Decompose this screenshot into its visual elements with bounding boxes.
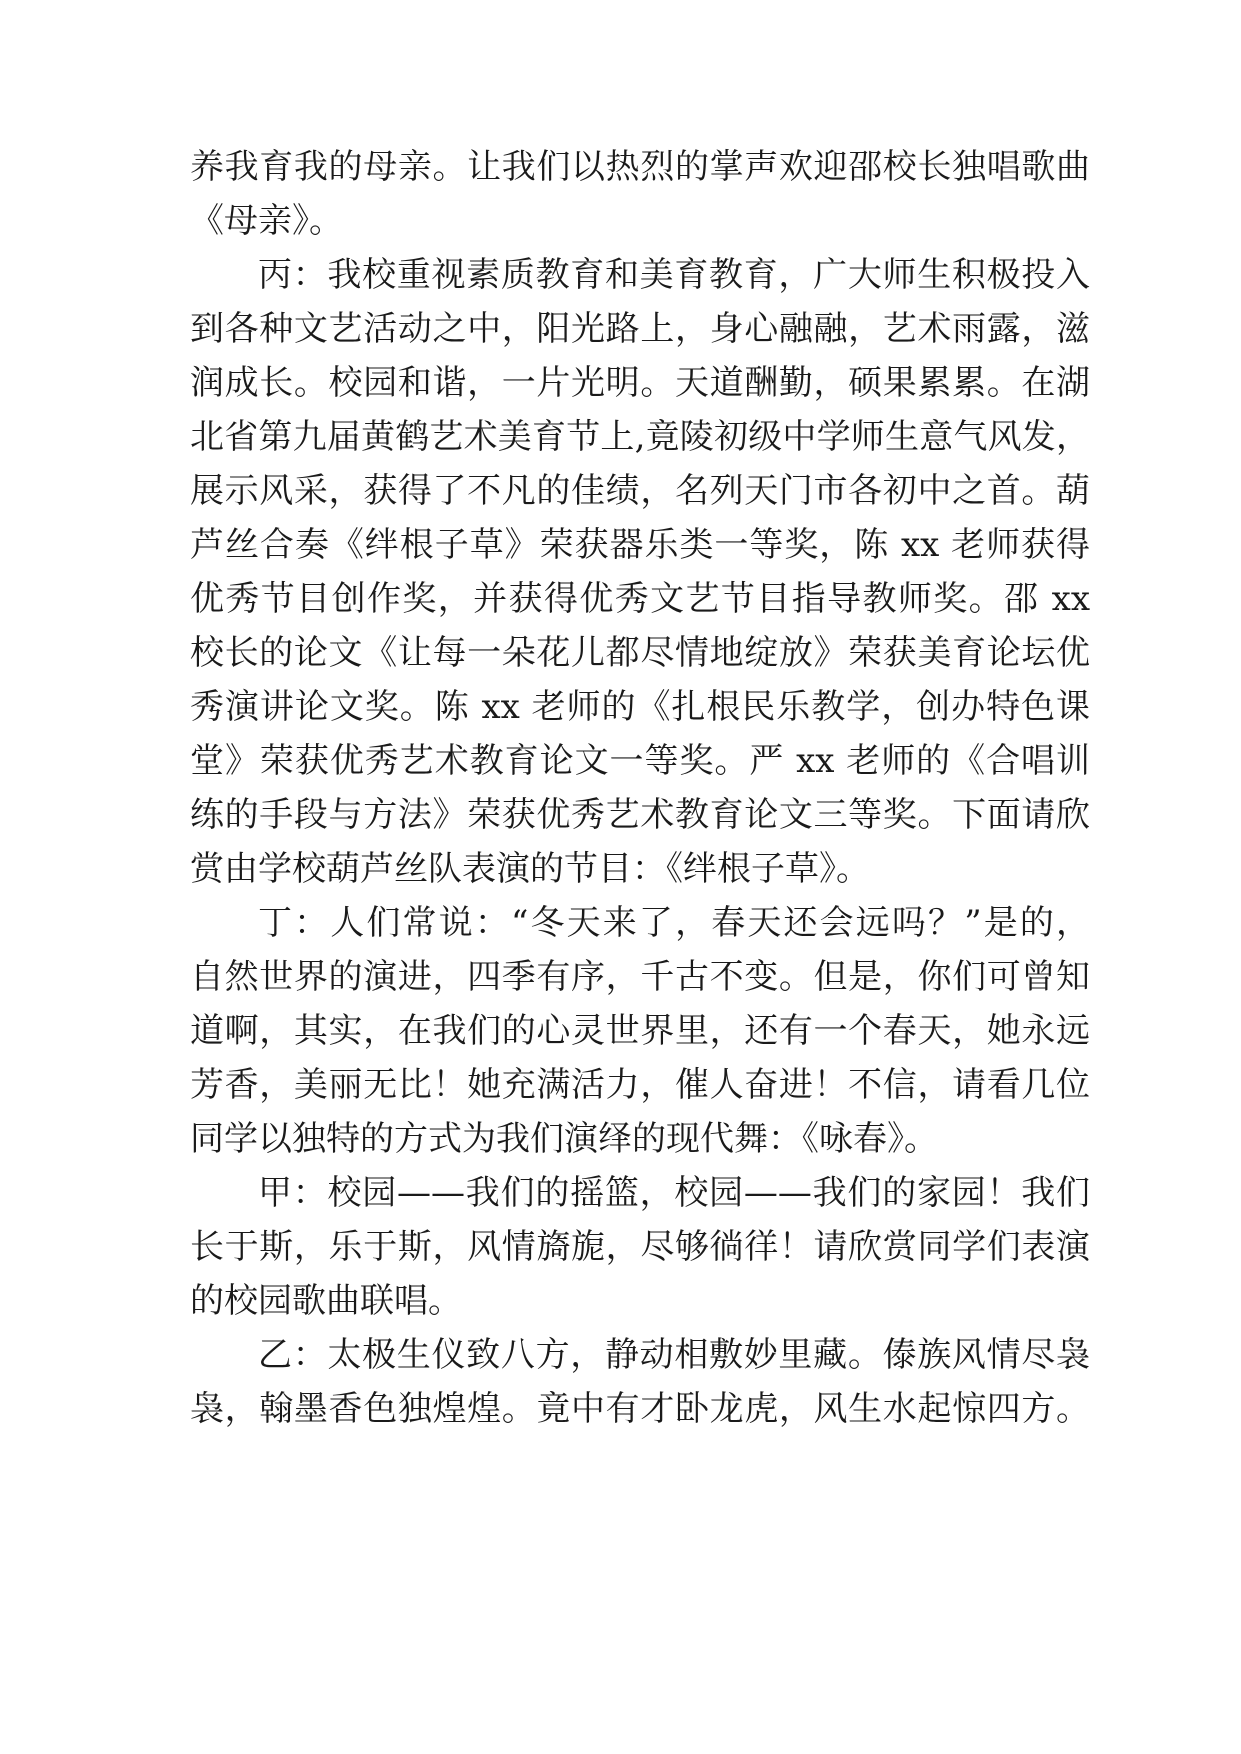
body-text-line: 丙：我校重视素质教育和美育教育，广大师生积极投入 — [258, 255, 1090, 295]
body-text-line: 练的手段与方法》荣获优秀艺术教育论文三等奖。下面请欣 — [190, 795, 1090, 835]
body-text-line: 长于斯，乐于斯，风情旖旎，尽够徜徉！请欣赏同学们表演 — [190, 1227, 1090, 1267]
body-text-line: 养我育我的母亲。让我们以热烈的掌声欢迎邵校长独唱歌曲 — [190, 147, 1090, 187]
body-text-line: 袅，翰墨香色独煌煌。竟中有才卧龙虎，风生水起惊四方。 — [190, 1389, 1090, 1429]
body-text-line: 《母亲》。 — [190, 201, 343, 241]
body-text-line: 甲：校园——我们的摇篮，校园——我们的家园！我们 — [258, 1173, 1090, 1213]
body-text-line: 润成长。校园和谐，一片光明。天道酬勤，硕果累累。在湖 — [190, 363, 1090, 403]
body-text-line: 赏由学校葫芦丝队表演的节目：《绊根子草》。 — [190, 849, 870, 889]
body-text-line: 道啊，其实，在我们的心灵世界里，还有一个春天，她永远 — [190, 1011, 1090, 1051]
body-text-line: 优秀节目创作奖，并获得优秀文艺节目指导教师奖。邵 xx — [190, 579, 1090, 619]
body-text-line: 同学以独特的方式为我们演绎的现代舞：《咏春》。 — [190, 1119, 938, 1159]
body-text-line: 展示风采，获得了不凡的佳绩，名列天门市各初中之首。葫 — [190, 471, 1090, 511]
body-text-line: 芦丝合奏《绊根子草》荣获器乐类一等奖，陈 xx 老师获得 — [190, 525, 1090, 565]
body-text-line: 丁：人们常说：“冬天来了，春天还会远吗？”是的， — [258, 903, 1090, 943]
body-text-line: 秀演讲论文奖。陈 xx 老师的《扎根民乐教学，创办特色课 — [190, 687, 1090, 727]
body-text-line: 乙：太极生仪致八方，静动相敷妙里藏。傣族风情尽袅 — [258, 1335, 1090, 1375]
body-text-line: 堂》荣获优秀艺术教育论文一等奖。严 xx 老师的《合唱训 — [190, 741, 1090, 781]
body-text-line: 校长的论文《让每一朵花儿都尽情地绽放》荣获美育论坛优 — [190, 633, 1090, 673]
body-text-line: 芳香，美丽无比！她充满活力，催人奋进！不信，请看几位 — [190, 1065, 1090, 1105]
body-text-line: 到各种文艺活动之中，阳光路上，身心融融，艺术雨露，滋 — [190, 309, 1090, 349]
body-text-line: 北省第九届黄鹤艺术美育节上,竟陵初级中学师生意气风发， — [190, 417, 1090, 457]
body-text-line: 自然世界的演进，四季有序，千古不变。但是，你们可曾知 — [190, 957, 1090, 997]
body-text-line: 的校园歌曲联唱。 — [190, 1281, 462, 1321]
